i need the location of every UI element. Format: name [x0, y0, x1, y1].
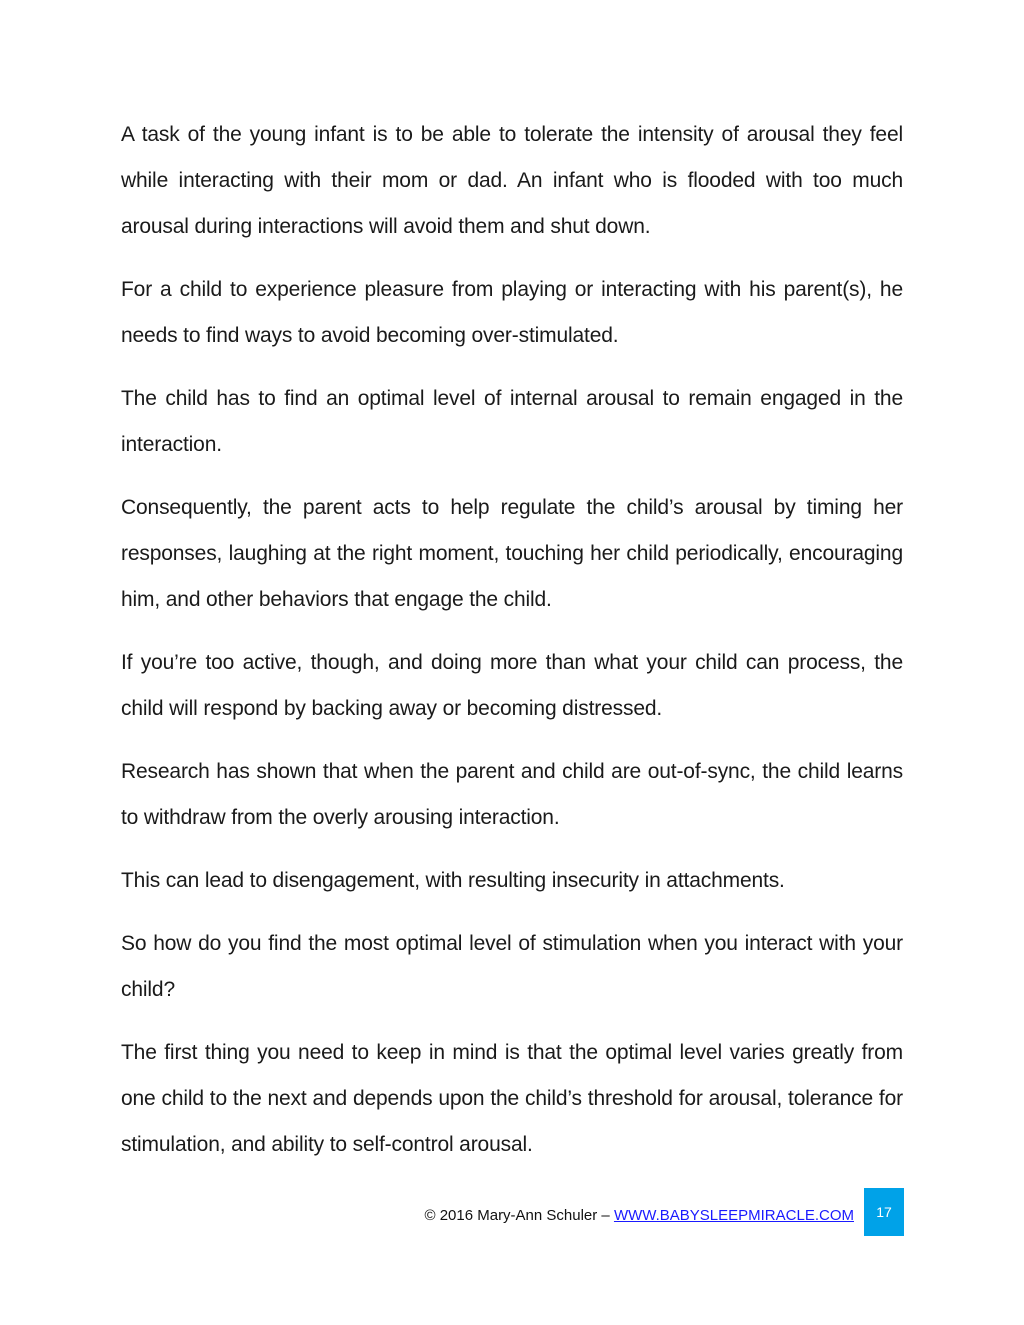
paragraph-7: This can lead to disengagement, with resulting insecurity in attachments. [121, 869, 785, 892]
paragraph-5: If you’re too active, though, and doing more than what your child can process, the child will respond by backing away or becoming distressed. [121, 651, 903, 720]
paragraph-1: A task of the young infant is to be able to tolerate the intensity of arousal they feel while interacting with their mom or dad. An infant who is flooded with too much arousal during interactions will avoid them and shut down. [121, 123, 903, 238]
page-footer [0, 1188, 1024, 1236]
footer-copyright: © 2016 Mary-Ann Schuler – [424, 1207, 614, 1224]
website-link[interactable]: WWW.BABYSLEEPMIRACLE.COM [613, 1207, 854, 1224]
paragraph-3: The child has to find an optimal level of internal arousal to remain engaged in the interaction. [121, 387, 903, 456]
paragraph-6: Research has shown that when the parent and child are out-of-sync, the child learns to withdraw from the overly arousing interaction. [121, 760, 903, 829]
paragraph-2: For a child to experience pleasure from playing or interacting with his parent(s), he needs to find ways to avoid becoming over-stimulated. [121, 278, 903, 347]
footer-line [424, 1207, 854, 1224]
body-text [121, 112, 903, 1185]
page-number: 17 [876, 1204, 892, 1220]
paragraph-9: The first thing you need to keep in mind is that the optimal level varies greatly from one child to the next and depends upon the child’s threshold for arousal, tolerance for stimulation, and ability to self-control arousal. [121, 1041, 903, 1156]
paragraph-4: Consequently, the parent acts to help regulate the child’s arousal by timing her responses, laughing at the right moment, touching her child periodically, encouraging him, and other behaviors that engage the child. [121, 496, 903, 611]
page-number-badge [864, 1188, 904, 1236]
paragraph-8: So how do you find the most optimal level of stimulation when you interact with your child? [121, 932, 903, 1001]
